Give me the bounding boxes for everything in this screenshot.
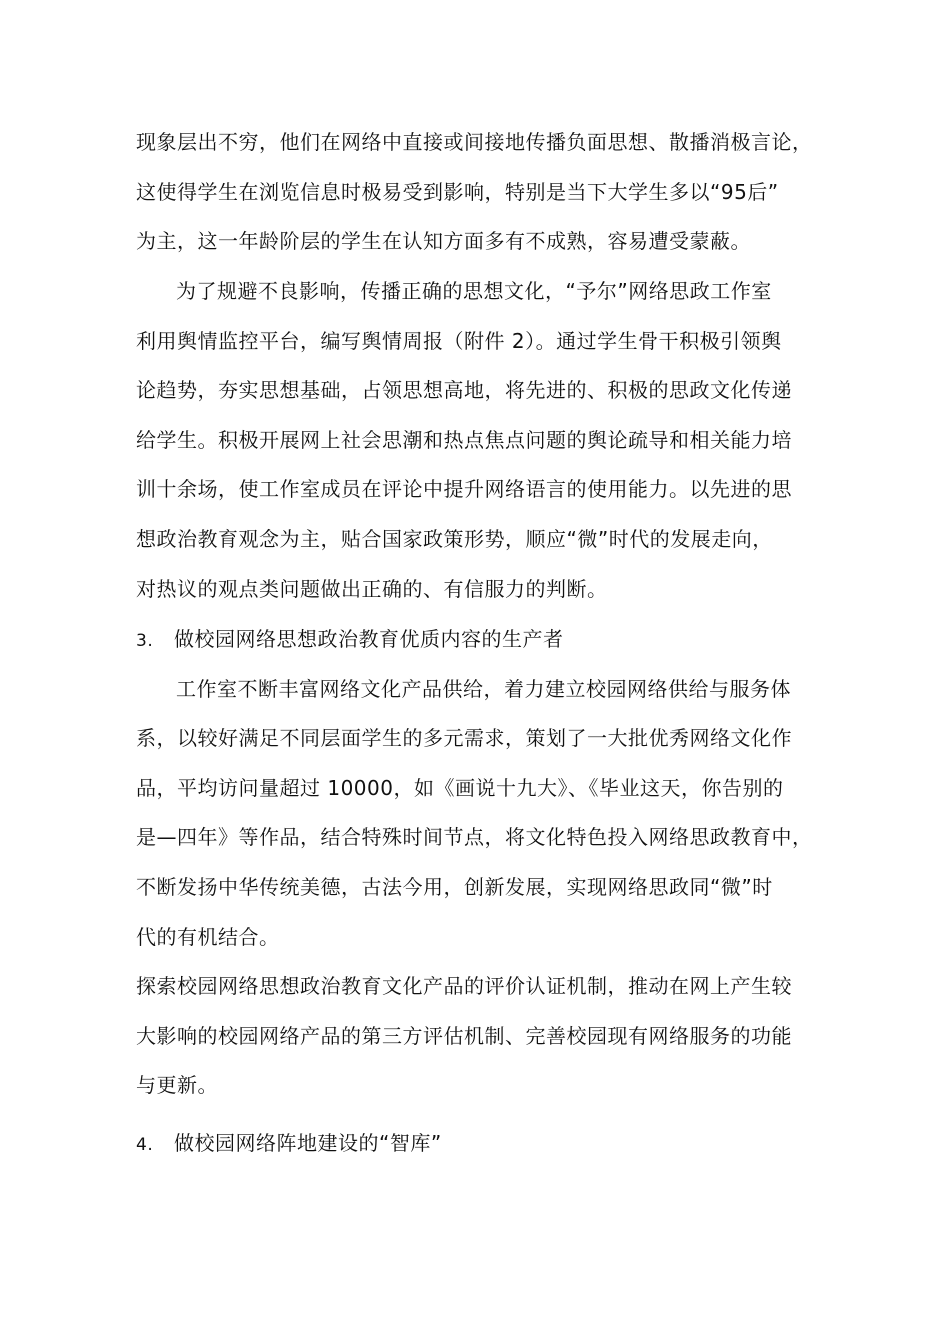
paragraph-line: 是—四年》等作品，结合特殊时间节点，将文化特色投入网络思政教育中， xyxy=(136,825,813,849)
paragraph-line: 与更新。 xyxy=(136,1073,218,1097)
paragraph-line: 论趋势，夯实思想基础，占领思想高地，将先进的、积极的思政文化传递 xyxy=(136,378,792,402)
heading-text: 做校园网络思想政治教育优质内容的生产者 xyxy=(174,627,564,651)
paragraph-line: 现象层出不穷，他们在网络中直接或间接地传播负面思想、散播消极言论， xyxy=(136,130,813,154)
paragraph-line: 系，以较好满足不同层面学生的多元需求，策划了一大批优秀网络文化作 xyxy=(136,726,792,750)
paragraph-line: 训十余场，使工作室成员在评论中提升网络语言的使用能力。以先进的思 xyxy=(136,477,792,501)
heading-number: 3. xyxy=(136,631,154,651)
paragraph-line: 利用舆情监控平台，编写舆情周报（附件 2）。通过学生骨干积极引领舆 xyxy=(136,329,782,353)
paragraph-line: 不断发扬中华传统美德，古法今用，创新发展，实现网络思政同“微”时 xyxy=(136,875,773,899)
heading-text: 做校园网络阵地建设的“智库” xyxy=(174,1131,442,1155)
paragraph-line: 品，平均访问量超过 10000，如《画说十九大》、《毕业这天，你告别的 xyxy=(136,776,784,800)
paragraph-line: 探索校园网络思想政治教育文化产品的评价认证机制，推动在网上产生较 xyxy=(136,974,792,998)
paragraph-line: 大影响的校园网络产品的第三方评估机制、完善校园现有网络服务的功能 xyxy=(136,1024,792,1048)
paragraph-line: 想政治教育观念为主，贴合国家政策形势，顺应“微”时代的发展走向， xyxy=(136,527,773,551)
paragraph-line: 对热议的观点类问题做出正确的、有信服力的判断。 xyxy=(136,577,608,601)
paragraph-line: 代的有机结合。 xyxy=(136,925,280,949)
paragraph-line: 为了规避不良影响，传播正确的思想文化，“予尔”网络思政工作室 xyxy=(176,279,772,303)
paragraph-line: 工作室不断丰富网络文化产品供给，着力建立校园网络供给与服务体 xyxy=(176,677,791,701)
paragraph-line: 这使得学生在浏览信息时极易受到影响，特别是当下大学生多以“95后” xyxy=(136,180,779,204)
paragraph-line: 为主，这一年龄阶层的学生在认知方面多有不成熟，容易遭受蒙蔽。 xyxy=(136,229,751,253)
section-heading xyxy=(136,624,826,656)
section-heading xyxy=(136,1128,826,1160)
heading-number: 4. xyxy=(136,1135,154,1155)
paragraph-line: 给学生。积极开展网上社会思潮和热点焦点问题的舆论疏导和相关能力培 xyxy=(136,428,792,452)
